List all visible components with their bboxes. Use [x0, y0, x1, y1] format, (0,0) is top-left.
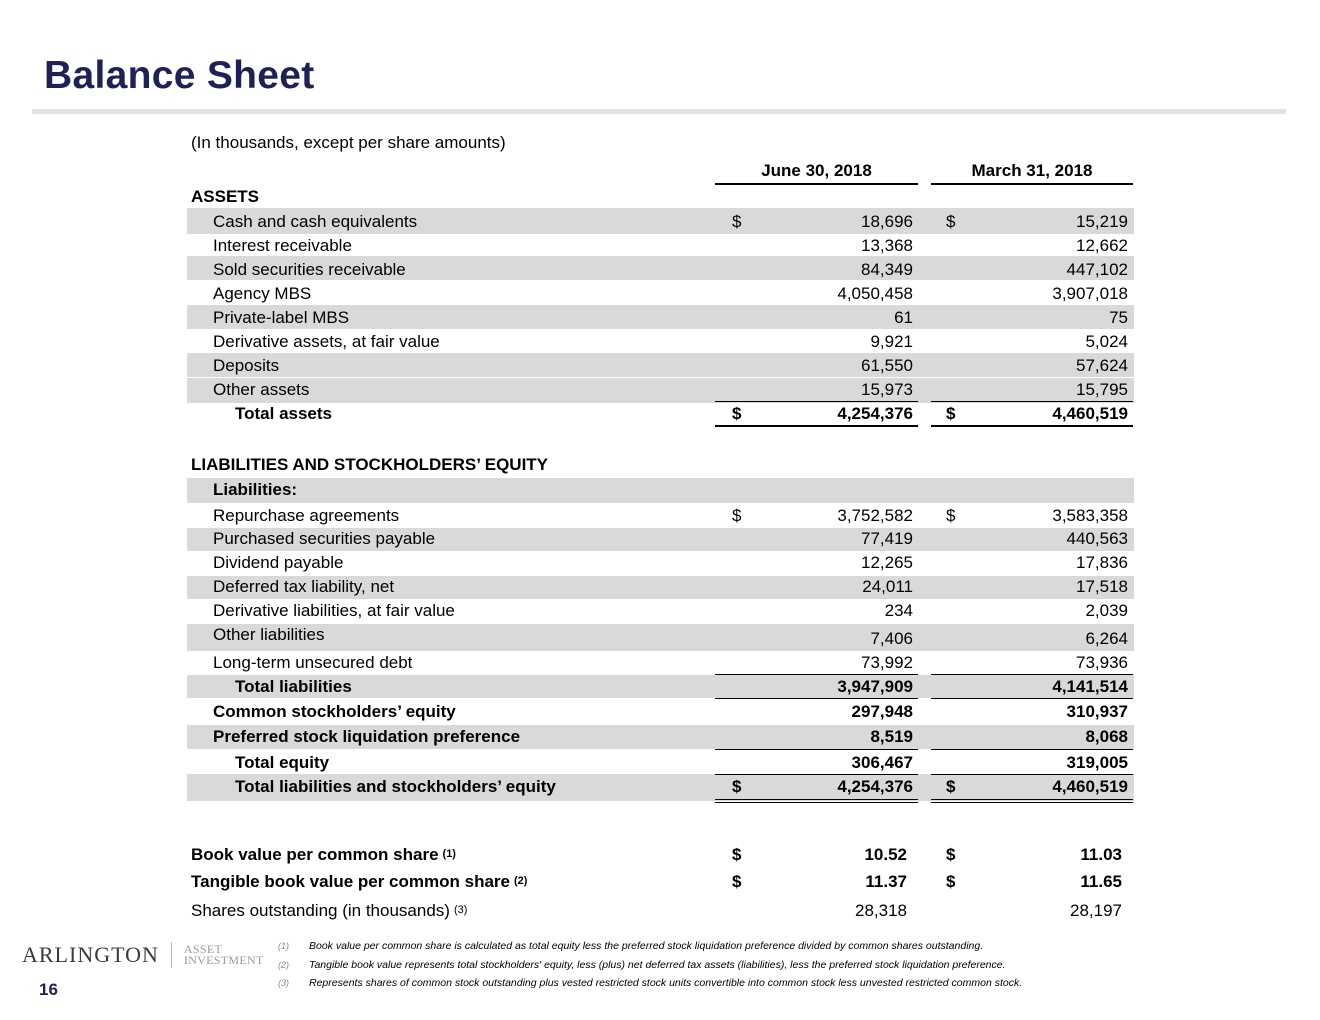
subsection-heading	[0, 478, 1320, 502]
column-header-june: June 30, 2018	[715, 161, 918, 185]
per-share-row	[0, 842, 1320, 868]
label-text: Tangible book value per common share	[191, 872, 510, 891]
row-label	[191, 869, 527, 897]
table-row	[0, 306, 1320, 330]
value-march: 5,024	[1085, 332, 1128, 351]
footnote-number: (2)	[278, 960, 289, 970]
table-row	[0, 651, 1320, 675]
value-march: 15,795	[1076, 380, 1128, 399]
total-row	[0, 675, 1320, 699]
value-march: 15,219	[1076, 212, 1128, 231]
value-march: 17,836	[1076, 553, 1128, 572]
table-row	[0, 258, 1320, 282]
footnote-number: (3)	[278, 978, 289, 988]
row-label: Total assets	[235, 404, 333, 423]
currency-symbol: $	[732, 506, 742, 525]
units-note: (In thousands, except per share amounts)	[191, 133, 506, 152]
company-logo	[22, 942, 264, 968]
value-march: 440,563	[1066, 529, 1128, 548]
value-june: 77,419	[861, 529, 913, 548]
currency-symbol: $	[946, 845, 956, 864]
value-march: 8,068	[1085, 727, 1128, 746]
currency-symbol: $	[732, 212, 742, 231]
double-rule	[715, 802, 918, 803]
logo-line: ASSET	[183, 942, 223, 956]
value-march: 319,005	[1066, 753, 1128, 772]
table-row	[0, 504, 1320, 528]
footnote-ref: (3)	[453, 904, 468, 916]
per-share-row	[0, 898, 1320, 924]
value-june: 61	[894, 308, 913, 327]
table-row	[0, 700, 1320, 724]
value-march: 2,039	[1085, 601, 1128, 620]
value-june: 11.37	[865, 872, 907, 891]
value-march: 28,197	[1070, 901, 1122, 920]
section-label: LIABILITIES AND STOCKHOLDERS’ EQUITY	[191, 455, 549, 474]
value-june: 4,254,376	[837, 404, 913, 423]
total-row	[0, 775, 1320, 799]
footnote-number: (1)	[278, 941, 289, 951]
value-june: 8,519	[870, 727, 913, 746]
row-label: Repurchase agreements	[213, 506, 400, 525]
currency-symbol: $	[946, 212, 956, 231]
footnote-text: Book value per common share is calculated as total equity less the preferred stock liquidation preference divided by common shares outstanding.	[309, 940, 984, 952]
value-june: 15,973	[861, 380, 913, 399]
footnote	[278, 959, 1006, 971]
total-row	[0, 751, 1320, 775]
row-label: Interest receivable	[213, 236, 352, 255]
value-march: 11.65	[1080, 872, 1122, 891]
row-label: Total liabilities and stockholders’ equity	[235, 777, 556, 796]
row-label: Deferred tax liability, net	[213, 577, 395, 596]
subtotal-rule	[715, 749, 918, 750]
value-march: 75	[1109, 308, 1128, 327]
logo-tagline	[184, 944, 264, 966]
currency-symbol: $	[732, 777, 742, 796]
value-march: 3,583,358	[1052, 506, 1128, 525]
label-text: Book value per common share	[191, 845, 439, 864]
value-march: 12,662	[1076, 236, 1128, 255]
double-rule	[931, 425, 1133, 427]
value-june: 3,752,582	[837, 506, 913, 525]
currency-symbol: $	[946, 404, 956, 423]
footnote-ref: (1)	[442, 848, 456, 860]
double-rule	[931, 799, 1133, 800]
value-june: 4,050,458	[837, 284, 913, 303]
value-june: 306,467	[851, 753, 913, 772]
subtotal-rule	[715, 698, 918, 699]
row-label: Total equity	[235, 753, 330, 772]
row-label: Dividend payable	[213, 553, 344, 572]
section-label: ASSETS	[191, 187, 260, 206]
table-row	[0, 575, 1320, 599]
row-label: Purchased securities payable	[213, 529, 436, 548]
table-row	[0, 527, 1320, 551]
value-march: 6,264	[1085, 629, 1128, 648]
row-label	[191, 898, 467, 926]
section-heading-assets	[0, 185, 1320, 209]
value-june: 3,947,909	[837, 677, 913, 696]
double-rule	[715, 799, 918, 800]
value-march: 11.03	[1080, 845, 1122, 864]
value-march: 310,937	[1066, 702, 1128, 721]
row-label: Derivative liabilities, at fair value	[213, 601, 455, 620]
footnote	[278, 977, 1022, 989]
row-label	[191, 842, 456, 870]
value-june: 73,992	[861, 653, 913, 672]
value-march: 4,460,519	[1052, 404, 1128, 423]
logo-wordmark: ARLINGTON	[22, 942, 159, 967]
row-label: Private-label MBS	[213, 308, 350, 327]
currency-symbol: $	[946, 506, 956, 525]
value-june: 234	[884, 601, 913, 620]
footnote-text: Represents shares of common stock outstanding plus vested restricted stock units convertible into common stock less unvested restricted common stock.	[309, 977, 1023, 989]
table-row	[0, 725, 1320, 749]
value-march: 17,518	[1076, 577, 1128, 596]
table-row	[0, 282, 1320, 306]
value-june: 61,550	[861, 356, 913, 375]
per-share-row	[0, 869, 1320, 895]
value-june: 9,921	[870, 332, 913, 351]
value-june: 28,318	[855, 901, 907, 920]
value-march: 57,624	[1076, 356, 1128, 375]
row-label: Cash and cash equivalents	[213, 212, 418, 231]
title-divider	[32, 109, 1286, 114]
table-row	[0, 330, 1320, 354]
currency-symbol: $	[732, 404, 742, 423]
currency-symbol: $	[732, 872, 742, 891]
value-june: 4,254,376	[837, 777, 913, 796]
footnote-ref: (2)	[513, 875, 528, 887]
table-row	[0, 551, 1320, 575]
table-row	[0, 354, 1320, 378]
page-number: 16	[39, 980, 58, 999]
currency-symbol: $	[732, 845, 742, 864]
row-label: Derivative assets, at fair value	[213, 332, 440, 351]
footnote-text: Tangible book value represents total stockholders' equity, less (plus) net deferred tax assets (liabilities), less the preferred stock liquidation preference.	[309, 959, 1006, 971]
row-label: Agency MBS	[213, 284, 312, 303]
row-label: Sold securities receivable	[213, 260, 406, 279]
table-row	[0, 234, 1320, 258]
logo-divider	[171, 942, 172, 968]
column-header-march: March 31, 2018	[931, 161, 1133, 185]
value-june: 7,406	[870, 629, 913, 648]
value-march: 3,907,018	[1052, 284, 1128, 303]
value-june: 13,368	[861, 236, 913, 255]
subsection-label: Liabilities:	[213, 480, 298, 499]
double-rule	[931, 802, 1133, 803]
table-row	[0, 210, 1320, 234]
value-march: 447,102	[1066, 260, 1128, 279]
row-label: Deposits	[213, 356, 280, 375]
subtotal-rule	[931, 749, 1133, 750]
row-label: Common stockholders’ equity	[213, 702, 456, 721]
page-title: Balance Sheet	[44, 54, 315, 97]
value-june: 18,696	[861, 212, 913, 231]
value-june: 24,011	[862, 577, 913, 596]
value-june: 12,265	[861, 553, 913, 572]
section-heading-liabilities	[0, 453, 1320, 477]
currency-symbol: $	[946, 777, 956, 796]
logo-line: INVESTMENT	[183, 953, 264, 967]
footnote	[278, 940, 983, 952]
row-label: Other liabilities	[213, 625, 325, 644]
value-march: 4,460,519	[1052, 777, 1128, 796]
table-row	[0, 599, 1320, 623]
row-label: Other assets	[213, 380, 310, 399]
row-label: Total liabilities	[235, 677, 352, 696]
row-label: Long-term unsecured debt	[213, 653, 413, 672]
table-row	[0, 378, 1320, 402]
subtotal-rule	[931, 698, 1133, 699]
value-march: 73,936	[1076, 653, 1128, 672]
double-rule	[715, 425, 918, 427]
value-june: 297,948	[851, 702, 913, 721]
row-label: Preferred stock liquidation preference	[213, 727, 521, 746]
currency-symbol: $	[946, 872, 956, 891]
label-text: Shares outstanding (in thousands)	[191, 901, 450, 920]
total-row	[0, 402, 1320, 426]
table-row	[0, 623, 1320, 647]
value-march: 4,141,514	[1052, 677, 1128, 696]
value-june: 10.52	[864, 845, 907, 864]
value-june: 84,349	[861, 260, 913, 279]
